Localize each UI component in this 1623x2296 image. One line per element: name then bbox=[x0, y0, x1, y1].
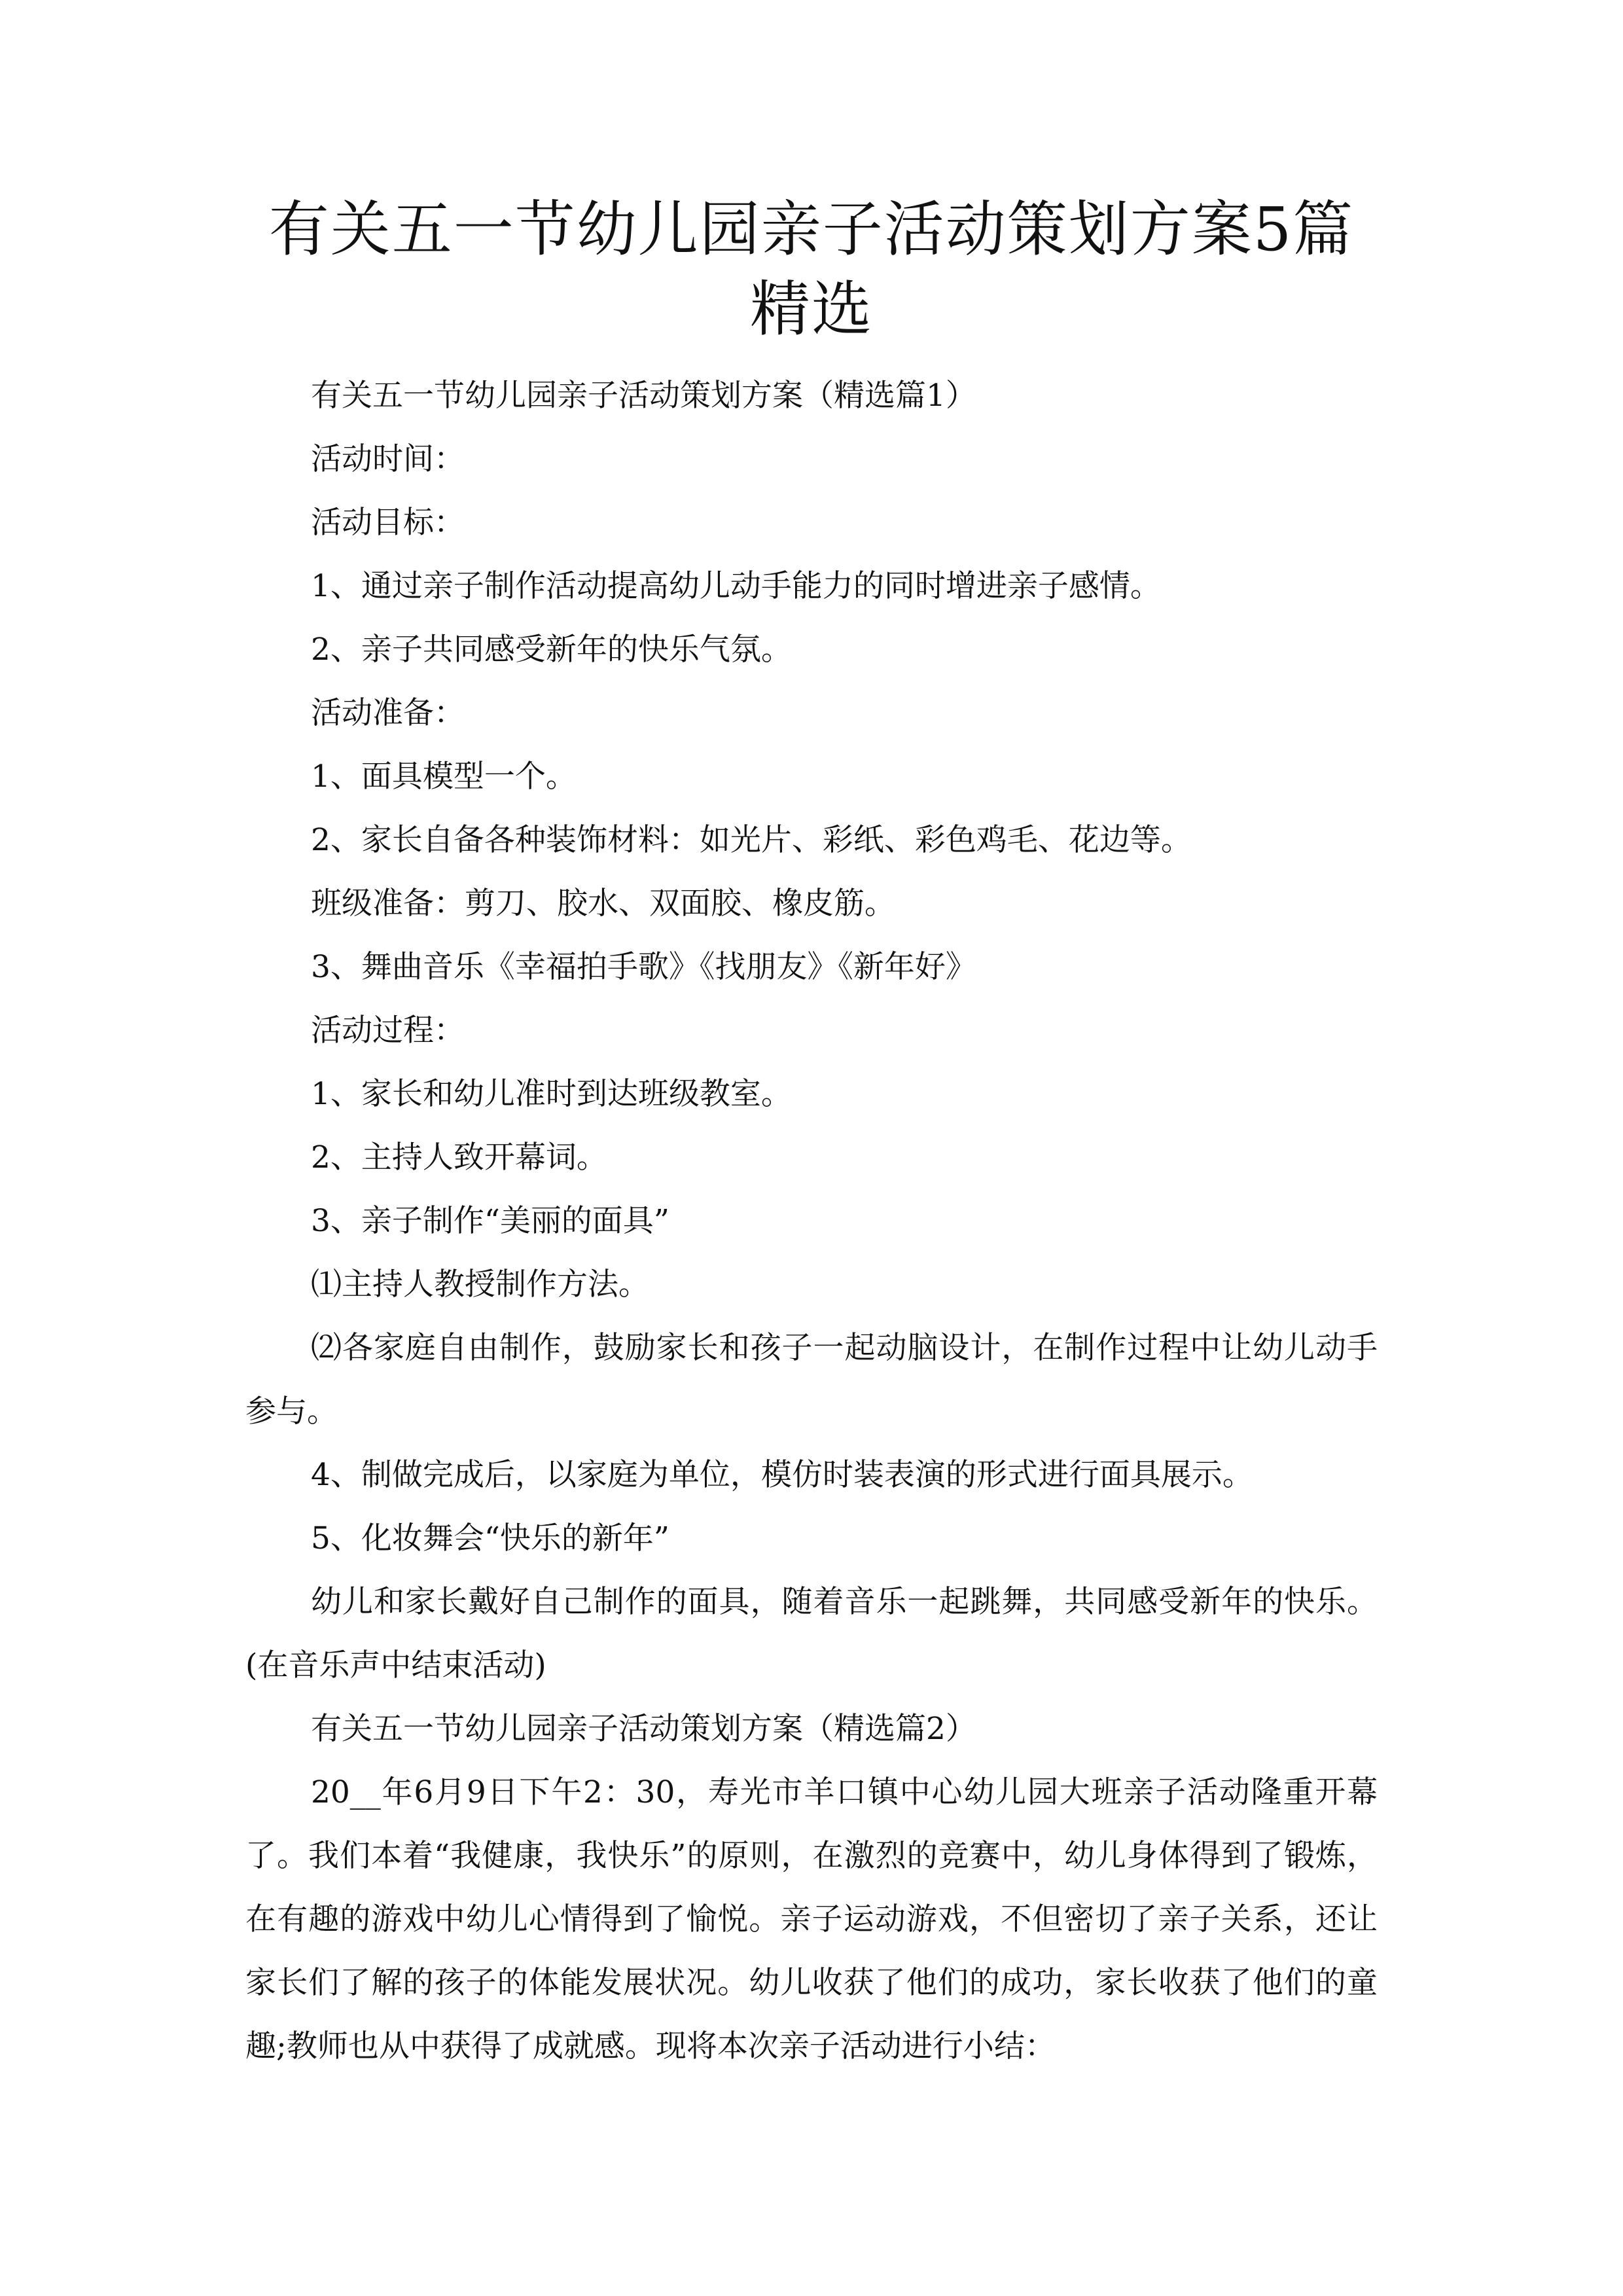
section-heading-2: 有关五一节幼儿园亲子活动策划方案（精选篇2） bbox=[311, 1711, 976, 1747]
summary-paragraph: 20__年6月9日下午2：30，寿光市羊口镇中心幼儿园大班亲子活动隆重开幕了。我们本着“我健康，我快乐”的原则，在激烈的竞赛中，幼儿身体得到了锻炼，在有趣的游戏中幼儿心情得到了愉悦。亲子运动游戏，不但密切了亲子关系，还让家长们了解的孩子的体能发展状况。幼儿收获了他们的成功，家长收获了他们的童趣;教师也从中获得了成就感。现将本次亲子活动进行小结： bbox=[245, 1774, 1378, 2064]
activity-goal-label: 活动目标： bbox=[311, 505, 465, 541]
activity-prep-label: 活动准备： bbox=[311, 695, 465, 731]
prep-item-3: 3、舞曲音乐《幸福拍手歌》《找朋友》《新年好》 bbox=[311, 949, 976, 985]
process-item-2: 2、主持人致开幕词。 bbox=[311, 1139, 607, 1175]
prep-item-2: 2、家长自备各种装饰材料：如光片、彩纸、彩色鸡毛、花边等。 bbox=[311, 822, 1192, 858]
process-subitem-2: ⑵各家庭自由制作，鼓励家长和孩子一起动脑设计，在制作过程中让幼儿动手参与。 bbox=[245, 1330, 1378, 1429]
document-body bbox=[245, 364, 1378, 2078]
class-prep: 班级准备：剪刀、胶水、双面胶、橡皮筋。 bbox=[311, 886, 895, 922]
process-subitem-1: ⑴主持人教授制作方法。 bbox=[311, 1266, 649, 1302]
process-item-3: 3、亲子制作“美丽的面具” bbox=[311, 1203, 669, 1239]
goal-item-2: 2、亲子共同感受新年的快乐气氛。 bbox=[311, 632, 792, 668]
section-heading-1: 有关五一节幼儿园亲子活动策划方案（精选篇1） bbox=[311, 378, 976, 414]
process-item-4: 4、制做完成后，以家庭为单位，模仿时装表演的形式进行面具展示。 bbox=[311, 1457, 1253, 1493]
prep-item-1: 1、面具模型一个。 bbox=[311, 759, 577, 795]
activity-process-label: 活动过程： bbox=[311, 1013, 465, 1049]
document-page bbox=[245, 190, 1378, 2078]
document-title: 有关五一节幼儿园亲子活动策划方案5篇精选 bbox=[268, 194, 1355, 344]
closing-paragraph: 幼儿和家长戴好自己制作的面具，随着音乐一起跳舞，共同感受新年的快乐。(在音乐声中结束活动) bbox=[245, 1584, 1378, 1683]
process-item-5: 5、化妆舞会“快乐的新年” bbox=[311, 1520, 669, 1556]
goal-item-1: 1、通过亲子制作活动提高幼儿动手能力的同时增进亲子感情。 bbox=[311, 568, 1161, 604]
activity-time-label: 活动时间： bbox=[311, 441, 465, 477]
process-item-1: 1、家长和幼儿准时到达班级教室。 bbox=[311, 1076, 792, 1112]
